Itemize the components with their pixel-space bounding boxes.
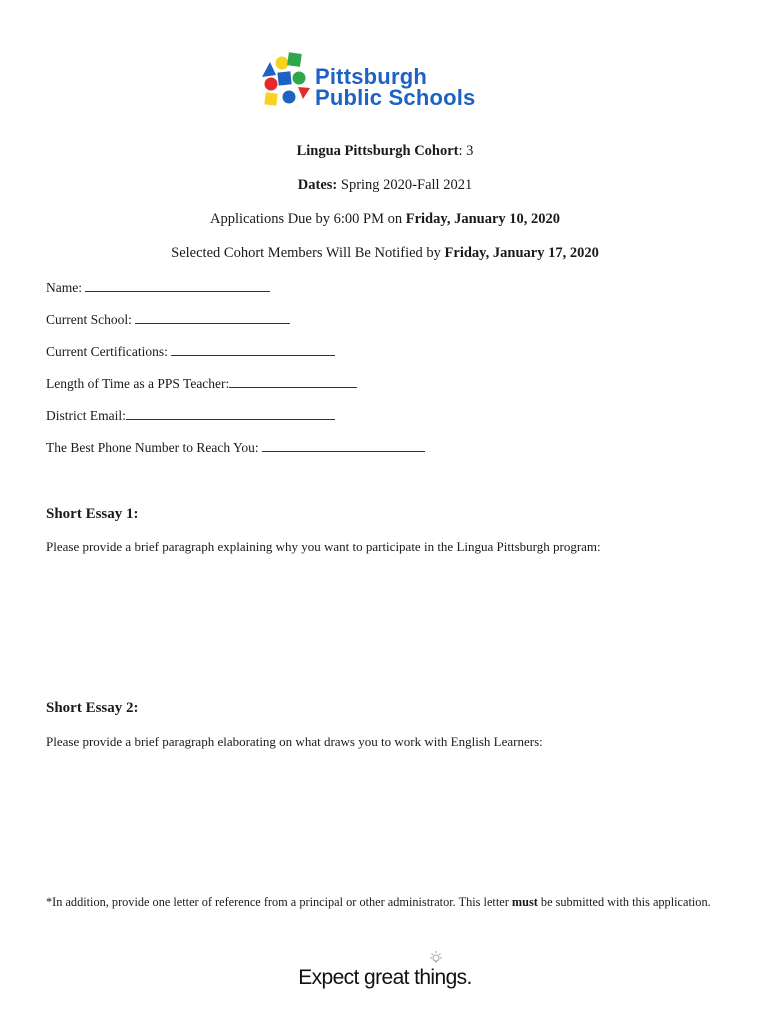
email-field [46, 408, 335, 424]
essay-2-title: Short Essay 2: [46, 700, 139, 716]
school-blank[interactable] [135, 312, 290, 324]
school-label: Current School: [46, 312, 132, 327]
due-text: Applications Due by 6:00 PM on [209, 211, 406, 227]
notify-line [0, 245, 770, 262]
phone-label: The Best Phone Number to Reach You: [46, 440, 259, 455]
notify-date: Friday, January 17, 2020 [444, 245, 599, 261]
reference-note [46, 893, 726, 911]
certifications-blank[interactable] [171, 344, 335, 356]
certifications-label: Current Certifications: [46, 344, 168, 359]
dates-label: Dates: [297, 177, 338, 193]
length-field [46, 376, 357, 392]
dates-value: Spring 2020-Fall 2021 [337, 177, 473, 193]
lightbulb-icon [429, 950, 443, 966]
essay-1-title: Short Essay 1: [46, 506, 139, 522]
length-blank[interactable] [229, 376, 357, 388]
due-line [0, 211, 770, 228]
cohort-value: : 3 [458, 143, 474, 159]
dates-line [0, 177, 770, 194]
logo-line-2: Public Schools [315, 85, 476, 110]
logo-shapes-icon [258, 50, 316, 110]
phone-field [46, 440, 425, 456]
name-label: Name: [46, 280, 82, 295]
note-text-post: be submitted with this application. [537, 895, 711, 909]
notify-text: Selected Cohort Members Will Be Notified by [171, 245, 445, 261]
essay-1-prompt: Please provide a brief paragraph explaining why you want to participate in the Lingua Pittsburgh program: [46, 539, 601, 554]
name-field [46, 280, 270, 296]
length-label: Length of Time as a PPS Teacher: [46, 376, 230, 391]
email-blank[interactable] [126, 408, 335, 420]
essay-2-prompt: Please provide a brief paragraph elaborating on what draws you to work with English Learners: [46, 734, 543, 749]
note-must: must [511, 895, 538, 909]
cohort-label: Lingua Pittsburgh Cohort [296, 143, 459, 159]
note-text-pre: *In addition, provide one letter of reference from a principal or other administrator. This letter [46, 895, 512, 909]
footer-tagline: Expect great things. [298, 966, 472, 989]
email-label: District Email: [46, 408, 126, 423]
pps-logo [258, 50, 518, 116]
phone-blank[interactable] [262, 440, 425, 452]
logo-line-1: Pittsburgh [315, 64, 427, 89]
cohort-line [0, 143, 770, 160]
certifications-field [46, 344, 335, 360]
school-field [46, 312, 290, 328]
due-date: Friday, January 10, 2020 [405, 211, 561, 227]
name-blank[interactable] [85, 280, 270, 292]
